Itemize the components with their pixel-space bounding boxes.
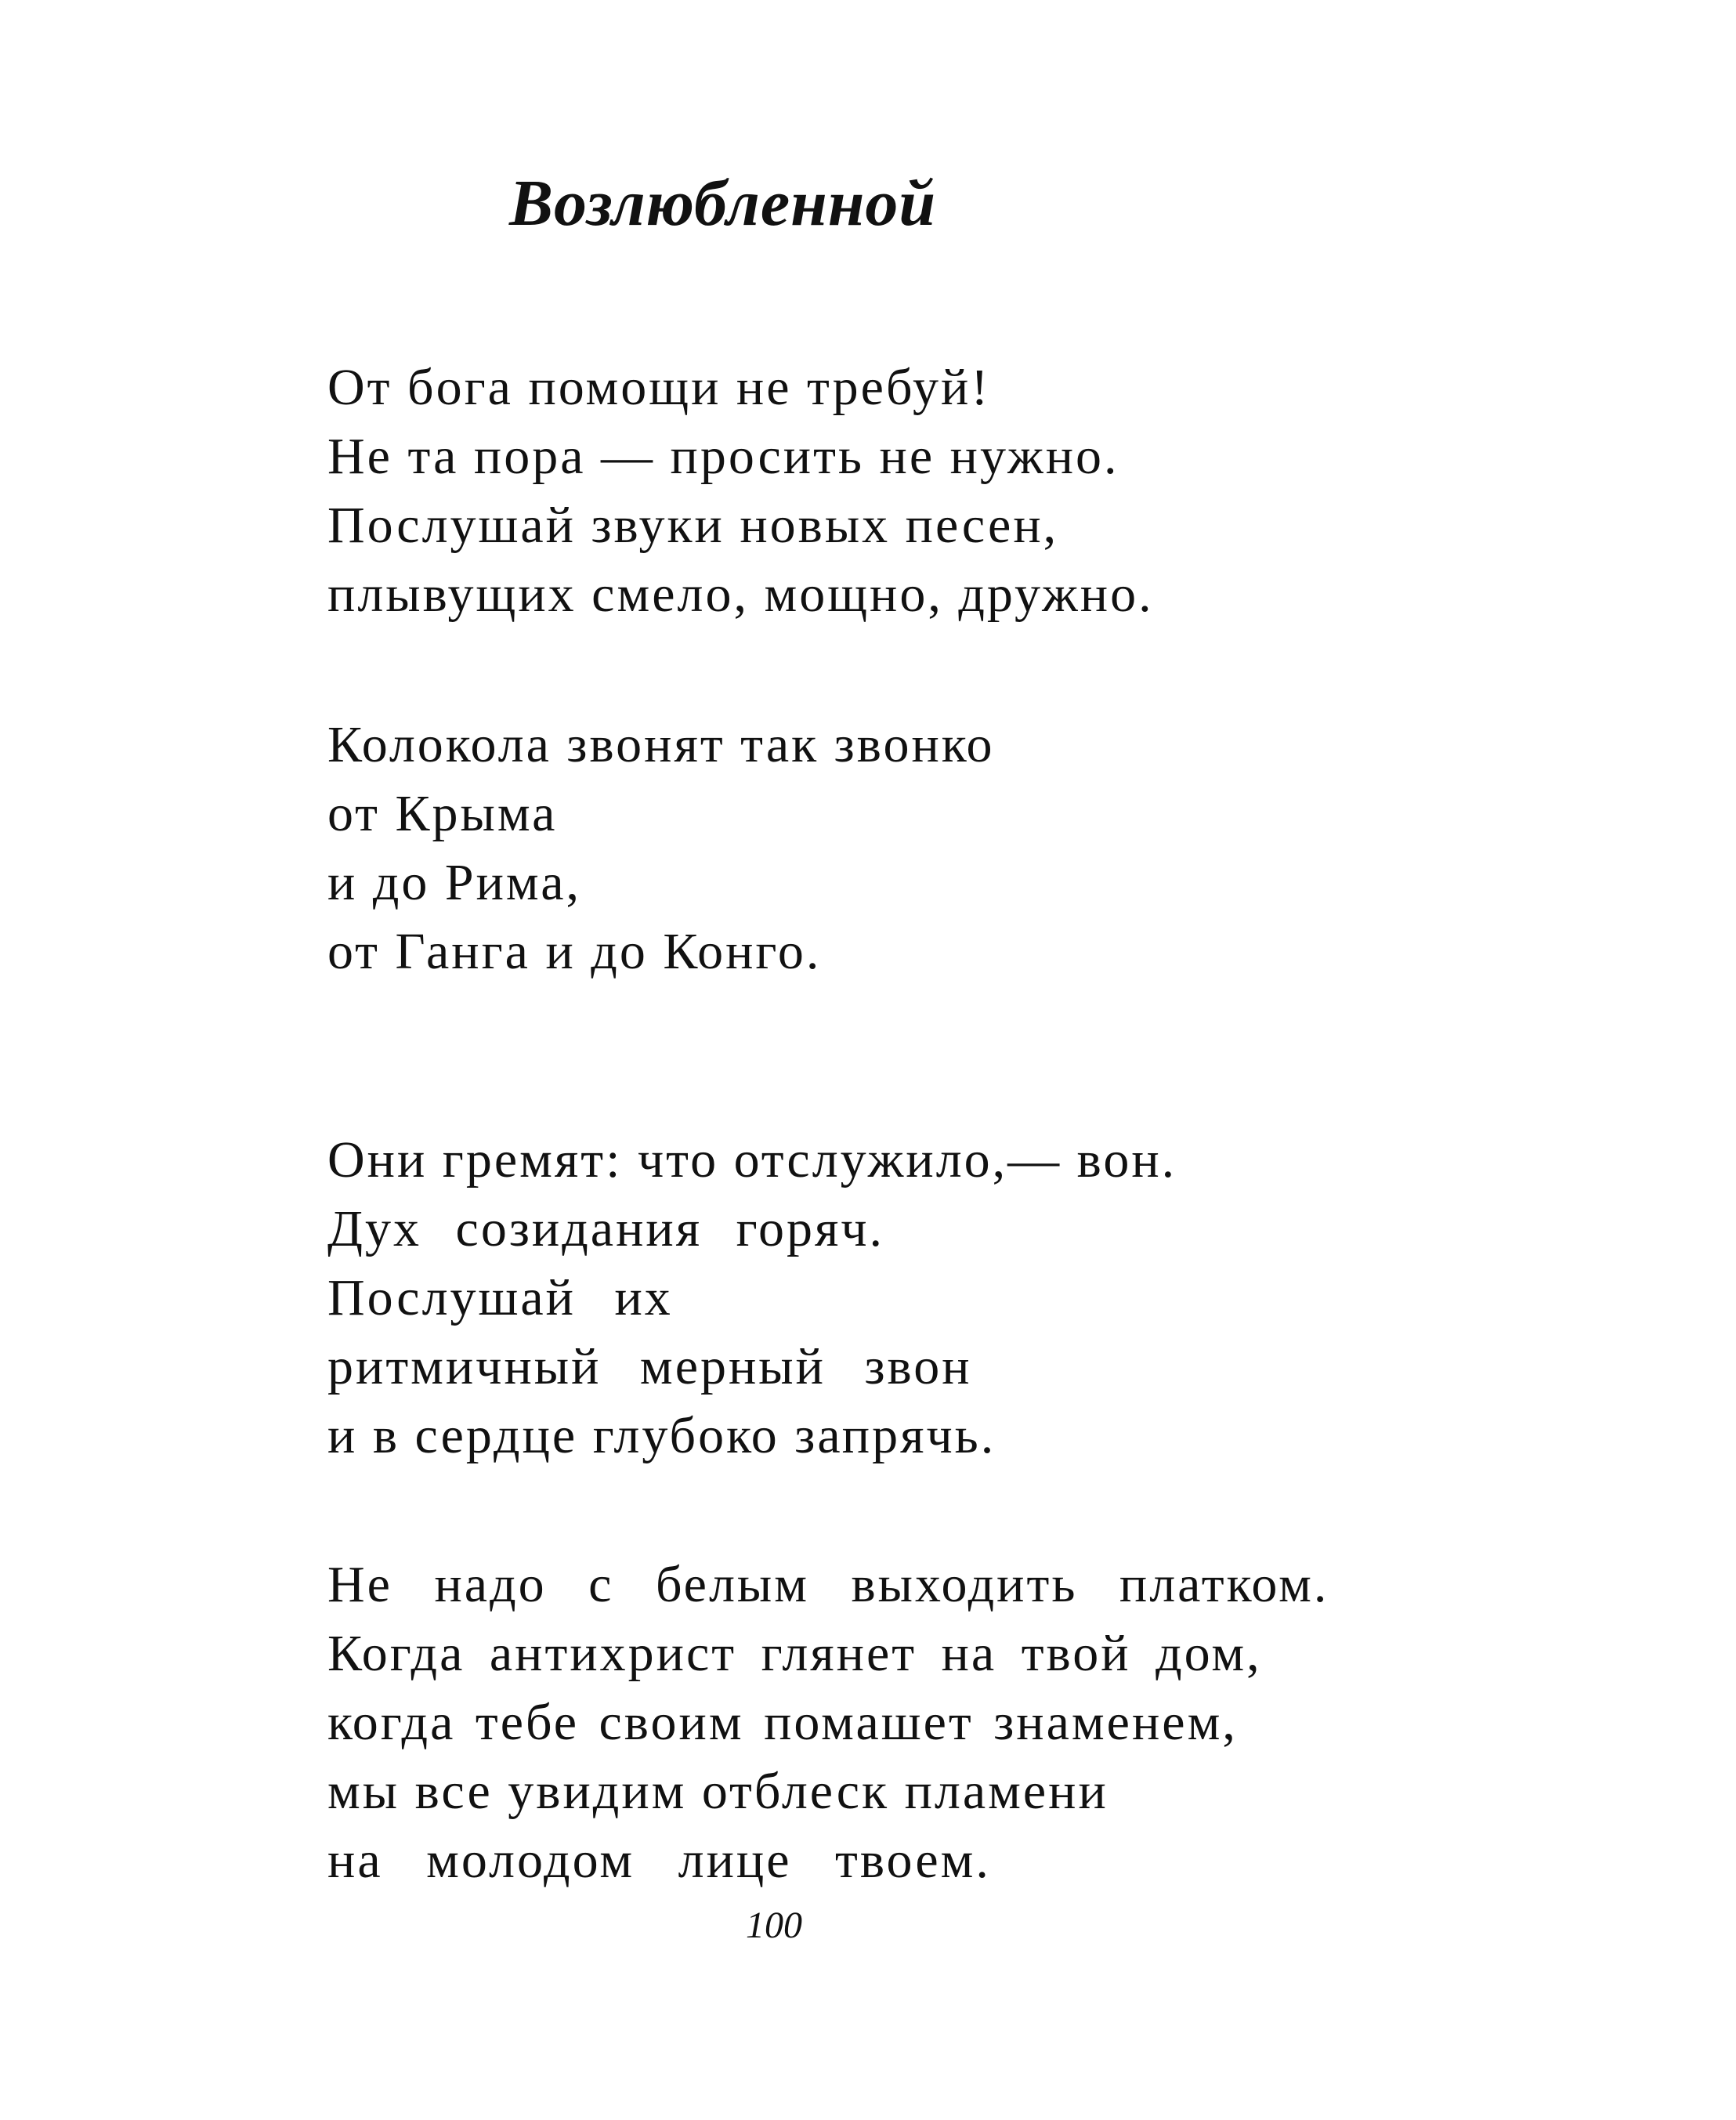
poem-line: Колокола звонят так звонко <box>327 716 995 773</box>
page-number: 100 <box>746 1905 802 1946</box>
poem-line: на молодом лице твоем. <box>327 1832 991 1889</box>
poem-line: Послушай их <box>327 1269 673 1326</box>
poem-line: от Ганга и до Конго. <box>327 923 822 980</box>
poem-line: плывущих смело, мощно, дружно. <box>327 566 1154 623</box>
poem-line: От бога помощи не требуй! <box>327 359 991 416</box>
poem-line: и до Рима, <box>327 854 582 911</box>
poem-line: Послушай звуки новых песен, <box>327 497 1059 554</box>
poem-line: ритмичный мерный звон <box>327 1338 972 1395</box>
poem-line: Не та пора — просить не нужно. <box>327 428 1119 485</box>
poem-line: Когда антихрист глянет на твой дом, <box>327 1625 1262 1682</box>
poem-line: Дух созидания горяч. <box>327 1200 885 1257</box>
poem-line: Они гремят: что отслужило,— вон. <box>327 1131 1177 1188</box>
poem-line: от Крыма <box>327 785 558 842</box>
poem-line: и в сердце глубоко запрячь. <box>327 1407 996 1464</box>
poem-line: Не надо с белым выходить платком. <box>327 1556 1329 1613</box>
poem-title: Возлюбленной <box>509 167 937 240</box>
poem-line: мы все увидим отблеск пламени <box>327 1763 1109 1820</box>
poem-line: когда тебе своим помашет знаменем, <box>327 1694 1238 1751</box>
